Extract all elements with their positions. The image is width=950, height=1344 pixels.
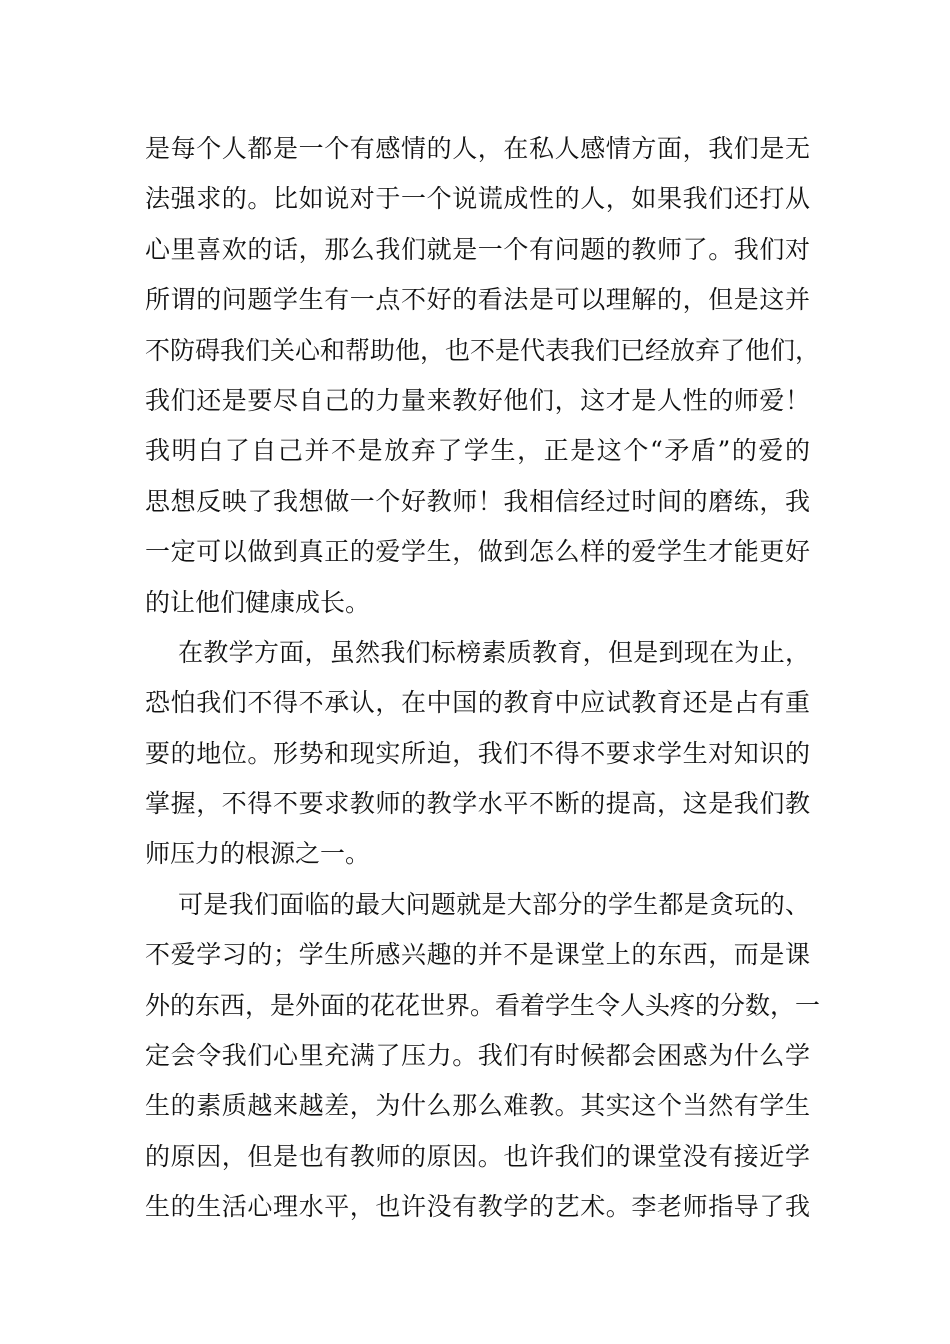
text-line: 生的生活心理水平，也许没有教学的艺术。李老师指导了我 [145, 1192, 810, 1222]
text-line: 一定可以做到真正的爱学生，做到怎么样的爱学生才能更好 [145, 537, 810, 567]
text-line: 掌握，不得不要求教师的教学水平不断的提高，这是我们教 [145, 789, 810, 819]
text-line: 的让他们健康成长。 [145, 587, 371, 617]
text-line: 思想反映了我想做一个好教师！我相信经过时间的磨练，我 [145, 486, 810, 516]
text-line: 定会令我们心里充满了压力。我们有时候都会困惑为什么学 [145, 1041, 810, 1071]
text-line: 生的素质越来越差，为什么那么难教。其实这个当然有学生 [145, 1091, 810, 1121]
text-line: 要的地位。形势和现实所迫，我们不得不要求学生对知识的 [145, 738, 810, 768]
text-line: 我们还是要尽自己的力量来教好他们，这才是人性的师爱！ [145, 385, 810, 415]
text-line: 外的东西，是外面的花花世界。看着学生令人头疼的分数，一 [145, 990, 821, 1020]
text-line: 的原因，但是也有教师的原因。也许我们的课堂没有接近学 [145, 1141, 810, 1171]
text-line: 师压力的根源之一。 [145, 839, 371, 869]
paragraph-1 [145, 124, 821, 628]
text-line: 是每个人都是一个有感情的人，在私人感情方面，我们是无 [145, 134, 810, 163]
text-line: 我明白了自己并不是放弃了学生，正是这个“矛盾”的爱的 [145, 436, 810, 466]
text-line: 心里喜欢的话，那么我们就是一个有问题的教师了。我们对 [145, 234, 810, 264]
document-body [145, 124, 821, 1233]
text-line: 所谓的问题学生有一点不好的看法是可以理解的，但是这并 [145, 285, 810, 315]
text-line: 法强求的。比如说对于一个说谎成性的人，如果我们还打从 [145, 184, 810, 214]
text-line: 可是我们面临的最大问题就是大部分的学生都是贪玩的、 [178, 889, 810, 919]
text-line: 在教学方面，虽然我们标榜素质教育，但是到现在为止， [178, 637, 810, 667]
text-line: 恐怕我们不得不承认，在中国的教育中应试教育还是占有重 [145, 688, 810, 718]
paragraph-2 [145, 628, 810, 880]
text-line: 不爱学习的；学生所感兴趣的并不是课堂上的东西，而是课 [145, 940, 810, 970]
paragraph-3 [145, 880, 821, 1233]
text-line: 不防碍我们关心和帮助他，也不是代表我们已经放弃了他们， [145, 335, 821, 365]
